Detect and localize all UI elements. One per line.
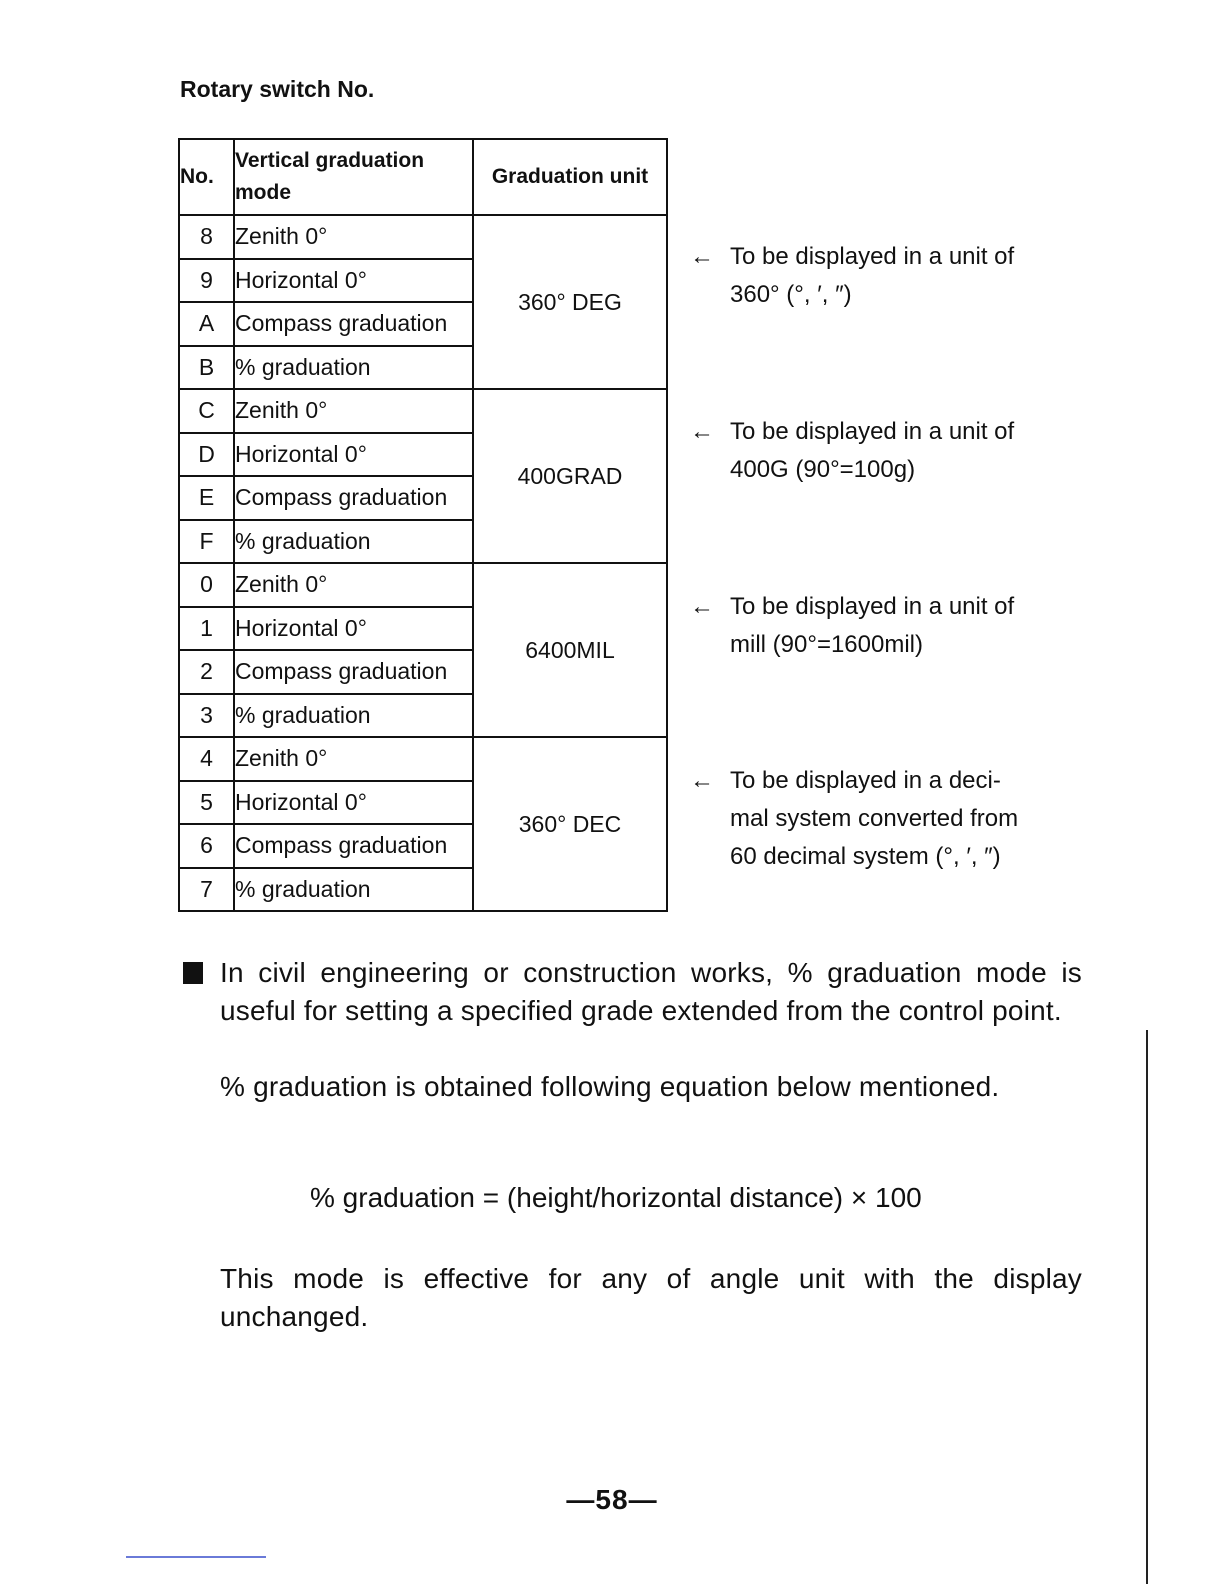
row-mode: Zenith 0°: [234, 563, 473, 607]
row-mode: Zenith 0°: [234, 215, 473, 259]
table-row: [179, 737, 667, 781]
note-line: To be displayed in a unit of: [730, 418, 1015, 445]
graduation-unit: 360° DEG: [473, 215, 667, 389]
note-400-grad: [690, 413, 1090, 489]
header-mode: Vertical graduation mode: [234, 139, 473, 215]
row-mode: Horizontal 0°: [234, 781, 473, 825]
paragraph-civil-engineering: In civil engineering or construction works, % graduation mode is useful for setting a specified grade extended from the control point.: [220, 957, 1082, 1026]
left-arrow-icon: ←: [690, 593, 714, 620]
table-row: [179, 389, 667, 433]
scan-edge-line: [1146, 1030, 1148, 1584]
row-no: 0: [179, 563, 234, 607]
graduation-unit: 6400MIL: [473, 563, 667, 737]
row-no: 8: [179, 215, 234, 259]
note-line: mal system converted from: [730, 805, 1019, 832]
row-no: E: [179, 476, 234, 520]
note-6400-mil: [690, 588, 1090, 664]
row-no: 4: [179, 737, 234, 781]
row-mode: % graduation: [234, 346, 473, 390]
row-mode: Compass graduation: [234, 650, 473, 694]
formula: % graduation = (height/horizontal distance) × 100: [310, 1182, 922, 1213]
header-no: No.: [179, 139, 234, 215]
page-number: —58—: [566, 1484, 658, 1515]
section-heading: Rotary switch No.: [180, 76, 375, 102]
row-no: 5: [179, 781, 234, 825]
row-no: 9: [179, 259, 234, 303]
left-arrow-icon: ←: [690, 418, 714, 445]
row-no: 1: [179, 607, 234, 651]
scan-underline: [126, 1556, 266, 1558]
note-line: 60 decimal system (°, ′, ″): [730, 843, 1001, 870]
row-no: F: [179, 520, 234, 564]
paragraph-equation-intro: % graduation is obtained following equation below mentioned.: [220, 1071, 1000, 1102]
row-no: C: [179, 389, 234, 433]
row-no: A: [179, 302, 234, 346]
table-header-row: [179, 139, 667, 215]
row-no: D: [179, 433, 234, 477]
graduation-unit: 400GRAD: [473, 389, 667, 563]
row-no: B: [179, 346, 234, 390]
left-arrow-icon: ←: [690, 243, 714, 270]
row-no: 7: [179, 868, 234, 912]
graduation-unit: 360° DEC: [473, 737, 667, 911]
row-mode: Compass graduation: [234, 476, 473, 520]
note-line: To be displayed in a unit of: [730, 593, 1015, 620]
table-row: [179, 563, 667, 607]
row-no: 3: [179, 694, 234, 738]
note-line: mill (90°=1600mil): [730, 631, 923, 658]
note-line: To be displayed in a deci-: [730, 767, 1001, 794]
row-no: 6: [179, 824, 234, 868]
note-line: 400G (90°=100g): [730, 456, 916, 483]
row-no: 2: [179, 650, 234, 694]
note-360-deg: [690, 238, 1090, 314]
row-mode: % graduation: [234, 520, 473, 564]
row-mode: Horizontal 0°: [234, 607, 473, 651]
square-bullet-icon: [183, 962, 203, 984]
row-mode: % graduation: [234, 694, 473, 738]
row-mode: Horizontal 0°: [234, 433, 473, 477]
left-arrow-icon: ←: [690, 767, 714, 794]
table-row: [179, 215, 667, 259]
note-line: 360° (°, ′, ″): [730, 281, 852, 308]
paragraph-mode-effective: This mode is effective for any of angle unit with the display unchanged.: [220, 1263, 1082, 1332]
header-unit: Graduation unit: [473, 139, 667, 215]
note-360-dec: [690, 762, 1090, 876]
rotary-switch-table: [178, 138, 668, 912]
row-mode: Compass graduation: [234, 302, 473, 346]
row-mode: Compass graduation: [234, 824, 473, 868]
row-mode: Horizontal 0°: [234, 259, 473, 303]
row-mode: Zenith 0°: [234, 737, 473, 781]
row-mode: % graduation: [234, 868, 473, 912]
row-mode: Zenith 0°: [234, 389, 473, 433]
note-line: To be displayed in a unit of: [730, 243, 1015, 270]
